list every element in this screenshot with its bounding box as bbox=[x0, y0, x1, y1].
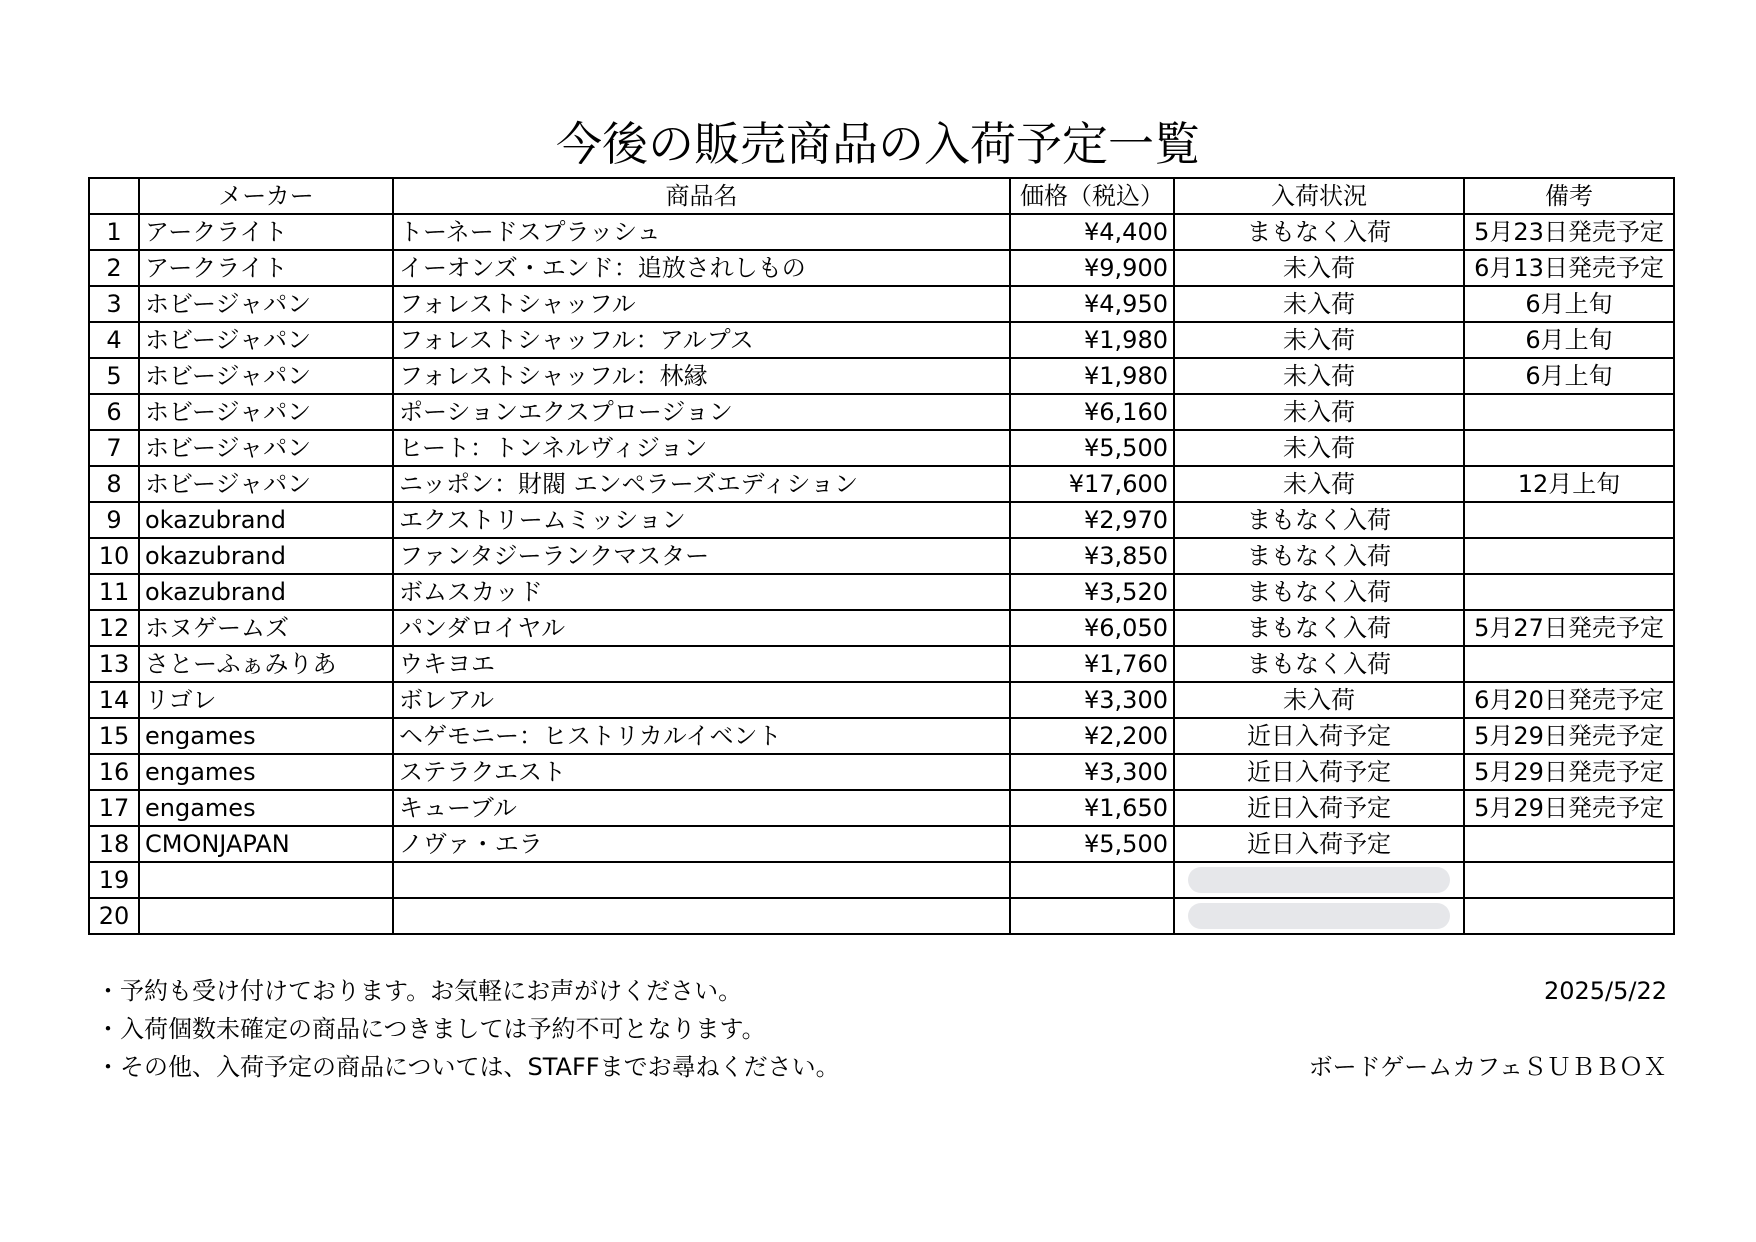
price-cell: ¥5,500 bbox=[1010, 826, 1174, 862]
status-cell: 近日入荷予定 bbox=[1174, 754, 1464, 790]
table-row bbox=[89, 862, 1674, 898]
status-cell: 未入荷 bbox=[1174, 466, 1464, 502]
row-number: 8 bbox=[89, 466, 139, 502]
maker-cell: okazubrand bbox=[139, 574, 393, 610]
status-cell: 未入荷 bbox=[1174, 250, 1464, 286]
price-cell: ¥9,900 bbox=[1010, 250, 1174, 286]
maker-cell: ホビージャパン bbox=[139, 430, 393, 466]
maker-cell: ホビージャパン bbox=[139, 358, 393, 394]
remarks-cell bbox=[1464, 862, 1674, 898]
status-cell: 未入荷 bbox=[1174, 286, 1464, 322]
remarks-cell bbox=[1464, 394, 1674, 430]
row-number: 1 bbox=[89, 214, 139, 250]
row-number: 6 bbox=[89, 394, 139, 430]
price-cell: ¥2,200 bbox=[1010, 718, 1174, 754]
status-cell: 未入荷 bbox=[1174, 322, 1464, 358]
price-cell: ¥3,300 bbox=[1010, 682, 1174, 718]
maker-cell: okazubrand bbox=[139, 538, 393, 574]
table-row bbox=[89, 286, 1674, 322]
table-row bbox=[89, 646, 1674, 682]
table-row bbox=[89, 826, 1674, 862]
product-name-cell: ノヴァ・エラ bbox=[393, 826, 1010, 862]
table-row bbox=[89, 790, 1674, 826]
arrival-schedule-table bbox=[88, 177, 1675, 935]
row-number: 15 bbox=[89, 718, 139, 754]
remarks-cell bbox=[1464, 574, 1674, 610]
maker-cell: さとーふぁみりあ bbox=[139, 646, 393, 682]
status-cell: 未入荷 bbox=[1174, 394, 1464, 430]
status-cell bbox=[1174, 862, 1464, 898]
row-number: 3 bbox=[89, 286, 139, 322]
header-no bbox=[89, 178, 139, 214]
price-cell: ¥5,500 bbox=[1010, 430, 1174, 466]
product-name-cell: ファンタジーランクマスター bbox=[393, 538, 1010, 574]
status-empty-field bbox=[1188, 867, 1450, 893]
remarks-cell: 6月20日発売予定 bbox=[1464, 682, 1674, 718]
table-row bbox=[89, 754, 1674, 790]
price-cell: ¥1,980 bbox=[1010, 358, 1174, 394]
maker-cell: ホビージャパン bbox=[139, 466, 393, 502]
issue-date: 2025/5/22 bbox=[1543, 977, 1667, 1005]
row-number: 5 bbox=[89, 358, 139, 394]
price-cell bbox=[1010, 898, 1174, 934]
header-product: 商品名 bbox=[393, 178, 1010, 214]
price-cell: ¥3,300 bbox=[1010, 754, 1174, 790]
price-cell bbox=[1010, 862, 1174, 898]
maker-cell: ホビージャパン bbox=[139, 322, 393, 358]
remarks-cell: 6月上旬 bbox=[1464, 322, 1674, 358]
maker-cell: アークライト bbox=[139, 250, 393, 286]
table-row bbox=[89, 250, 1674, 286]
header-status: 入荷状況 bbox=[1174, 178, 1464, 214]
product-name-cell: フォレストシャッフル bbox=[393, 286, 1010, 322]
table-row bbox=[89, 538, 1674, 574]
product-name-cell bbox=[393, 862, 1010, 898]
row-number: 19 bbox=[89, 862, 139, 898]
row-number: 18 bbox=[89, 826, 139, 862]
header-remarks: 備考 bbox=[1464, 178, 1674, 214]
maker-cell: engames bbox=[139, 754, 393, 790]
table-row bbox=[89, 394, 1674, 430]
maker-cell: アークライト bbox=[139, 214, 393, 250]
product-name-cell: ニッポン：財閥 エンペラーズエディション bbox=[393, 466, 1010, 502]
status-empty-field bbox=[1188, 903, 1450, 929]
price-cell: ¥4,950 bbox=[1010, 286, 1174, 322]
maker-cell: CMONJAPAN bbox=[139, 826, 393, 862]
header-maker: メーカー bbox=[139, 178, 393, 214]
page-title: 今後の販売商品の入荷予定一覧 bbox=[556, 117, 1200, 171]
product-name-cell: エクストリームミッション bbox=[393, 502, 1010, 538]
product-name-cell: ステラクエスト bbox=[393, 754, 1010, 790]
row-number: 17 bbox=[89, 790, 139, 826]
notes bbox=[96, 972, 840, 1086]
product-name-cell: ウキヨエ bbox=[393, 646, 1010, 682]
row-number: 9 bbox=[89, 502, 139, 538]
remarks-cell: 5月23日発売予定 bbox=[1464, 214, 1674, 250]
status-cell: まもなく入荷 bbox=[1174, 538, 1464, 574]
status-cell: 未入荷 bbox=[1174, 682, 1464, 718]
price-cell: ¥17,600 bbox=[1010, 466, 1174, 502]
status-cell: まもなく入荷 bbox=[1174, 646, 1464, 682]
note-ask-staff: ・その他、入荷予定の商品については、STAFFまでお尋ねください。 bbox=[96, 1053, 840, 1081]
header-price: 価格（税込） bbox=[1010, 178, 1174, 214]
row-number: 13 bbox=[89, 646, 139, 682]
remarks-cell: 6月13日発売予定 bbox=[1464, 250, 1674, 286]
price-cell: ¥6,050 bbox=[1010, 610, 1174, 646]
status-cell: まもなく入荷 bbox=[1174, 214, 1464, 250]
row-number: 11 bbox=[89, 574, 139, 610]
remarks-cell bbox=[1464, 538, 1674, 574]
table-row bbox=[89, 682, 1674, 718]
remarks-cell bbox=[1464, 826, 1674, 862]
status-cell: 近日入荷予定 bbox=[1174, 718, 1464, 754]
price-cell: ¥3,520 bbox=[1010, 574, 1174, 610]
table-row bbox=[89, 430, 1674, 466]
product-name-cell: ボムスカッド bbox=[393, 574, 1010, 610]
maker-cell bbox=[139, 898, 393, 934]
status-cell: 未入荷 bbox=[1174, 358, 1464, 394]
shop-name: ボードゲームカフェＳＵＢＢＯＸ bbox=[1308, 1053, 1667, 1081]
remarks-cell: 6月上旬 bbox=[1464, 358, 1674, 394]
table-row bbox=[89, 718, 1674, 754]
table-row bbox=[89, 610, 1674, 646]
status-cell: まもなく入荷 bbox=[1174, 574, 1464, 610]
table-row bbox=[89, 898, 1674, 934]
status-cell bbox=[1174, 898, 1464, 934]
price-cell: ¥1,650 bbox=[1010, 790, 1174, 826]
remarks-cell bbox=[1464, 646, 1674, 682]
price-cell: ¥2,970 bbox=[1010, 502, 1174, 538]
remarks-cell: 5月29日発売予定 bbox=[1464, 718, 1674, 754]
row-number: 2 bbox=[89, 250, 139, 286]
remarks-cell: 12月上旬 bbox=[1464, 466, 1674, 502]
price-cell: ¥1,760 bbox=[1010, 646, 1174, 682]
product-name-cell: ヒート：トンネルヴィジョン bbox=[393, 430, 1010, 466]
maker-cell: リゴレ bbox=[139, 682, 393, 718]
price-cell: ¥4,400 bbox=[1010, 214, 1174, 250]
maker-cell bbox=[139, 862, 393, 898]
status-cell: 近日入荷予定 bbox=[1174, 826, 1464, 862]
table-row bbox=[89, 502, 1674, 538]
product-name-cell: キューブル bbox=[393, 790, 1010, 826]
note-reservation: ・予約も受け付けております。お気軽にお声がけください。 bbox=[96, 977, 743, 1005]
table-header-row bbox=[89, 178, 1674, 214]
product-name-cell bbox=[393, 898, 1010, 934]
remarks-cell: 5月27日発売予定 bbox=[1464, 610, 1674, 646]
table-row bbox=[89, 574, 1674, 610]
row-number: 14 bbox=[89, 682, 139, 718]
status-cell: まもなく入荷 bbox=[1174, 502, 1464, 538]
maker-cell: ホヌゲームズ bbox=[139, 610, 393, 646]
remarks-cell: 5月29日発売予定 bbox=[1464, 754, 1674, 790]
table-row bbox=[89, 358, 1674, 394]
product-name-cell: ヘゲモニー：ヒストリカルイベント bbox=[393, 718, 1010, 754]
product-name-cell: フォレストシャッフル：林縁 bbox=[393, 358, 1010, 394]
remarks-cell bbox=[1464, 898, 1674, 934]
table-row bbox=[89, 466, 1674, 502]
row-number: 20 bbox=[89, 898, 139, 934]
price-cell: ¥3,850 bbox=[1010, 538, 1174, 574]
product-name-cell: パンダロイヤル bbox=[393, 610, 1010, 646]
product-name-cell: トーネードスプラッシュ bbox=[393, 214, 1010, 250]
price-cell: ¥1,980 bbox=[1010, 322, 1174, 358]
price-cell: ¥6,160 bbox=[1010, 394, 1174, 430]
table-body bbox=[89, 214, 1674, 934]
maker-cell: ホビージャパン bbox=[139, 286, 393, 322]
note-no-reservation: ・入荷個数未確定の商品につきましては予約不可となります。 bbox=[96, 1015, 766, 1043]
remarks-cell: 6月上旬 bbox=[1464, 286, 1674, 322]
maker-cell: engames bbox=[139, 718, 393, 754]
row-number: 7 bbox=[89, 430, 139, 466]
row-number: 4 bbox=[89, 322, 139, 358]
row-number: 16 bbox=[89, 754, 139, 790]
row-number: 10 bbox=[89, 538, 139, 574]
maker-cell: okazubrand bbox=[139, 502, 393, 538]
product-name-cell: イーオンズ・エンド：追放されしもの bbox=[393, 250, 1010, 286]
status-cell: まもなく入荷 bbox=[1174, 610, 1464, 646]
status-cell: 未入荷 bbox=[1174, 430, 1464, 466]
product-name-cell: ポーションエクスプロージョン bbox=[393, 394, 1010, 430]
status-cell: 近日入荷予定 bbox=[1174, 790, 1464, 826]
remarks-cell bbox=[1464, 502, 1674, 538]
table-row bbox=[89, 322, 1674, 358]
product-name-cell: ボレアル bbox=[393, 682, 1010, 718]
row-number: 12 bbox=[89, 610, 139, 646]
product-name-cell: フォレストシャッフル：アルプス bbox=[393, 322, 1010, 358]
table-row bbox=[89, 214, 1674, 250]
maker-cell: engames bbox=[139, 790, 393, 826]
maker-cell: ホビージャパン bbox=[139, 394, 393, 430]
remarks-cell bbox=[1464, 430, 1674, 466]
remarks-cell: 5月29日発売予定 bbox=[1464, 790, 1674, 826]
